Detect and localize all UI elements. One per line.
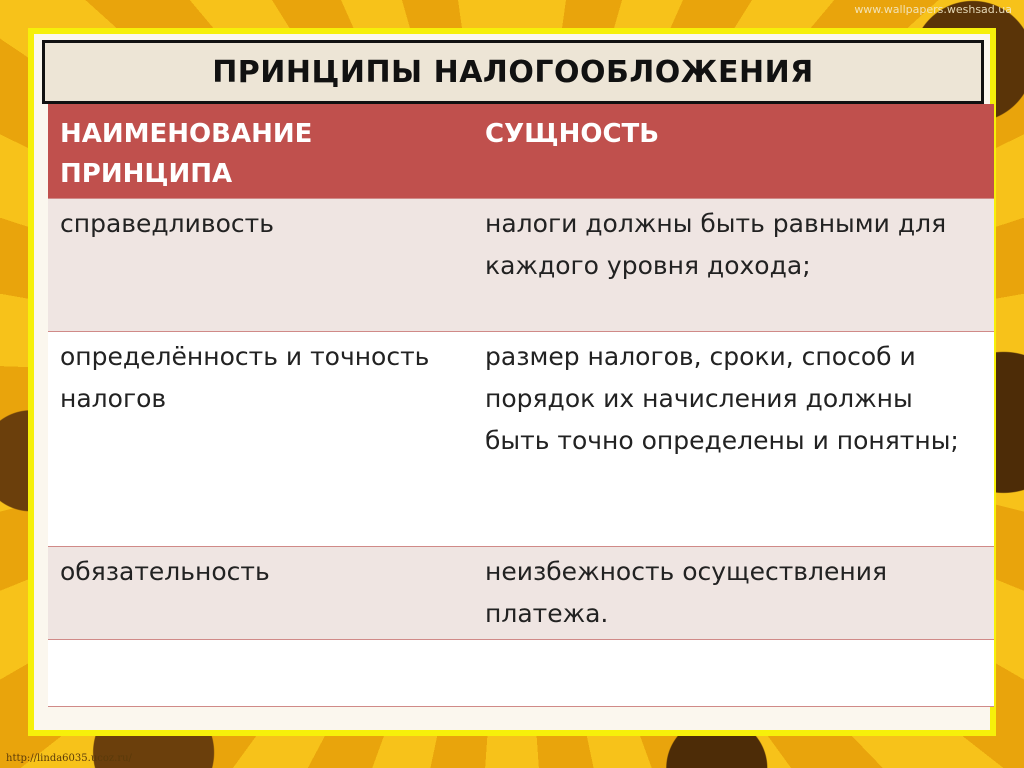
header-principle-name: НАИМЕНОВАНИЕ ПРИНЦИПА [48,104,473,199]
principle-essence-cell: налоги должны быть равными для каждого уровня дохода; [473,199,994,332]
table-row [48,547,994,640]
table-row [48,199,994,332]
principle-name-cell: определённость и точность налогов [48,332,473,547]
watermark-bottom: http://linda6035.ucoz.ru/ [6,753,132,764]
table-row [48,332,994,547]
watermark-top: www.wallpapers.weshsad.ua [854,3,1012,16]
principle-essence-cell: размер налогов, сроки, способ и порядок их начисления должны быть точно определены и понятны; [473,332,994,547]
principle-essence-cell: неизбежность осуществления платежа. [473,547,994,640]
principle-name-cell [48,640,473,707]
principle-name-cell: обязательность [48,547,473,640]
slide-title: ПРИНЦИПЫ НАЛОГООБЛОЖЕНИЯ [212,54,814,90]
principles-table [48,104,994,707]
slide [28,28,996,736]
table-header-row [48,104,994,199]
principle-name-cell: справедливость [48,199,473,332]
table-row [48,640,994,707]
title-bar [42,40,984,104]
principle-essence-cell [473,640,994,707]
header-essence: СУЩНОСТЬ [473,104,994,199]
